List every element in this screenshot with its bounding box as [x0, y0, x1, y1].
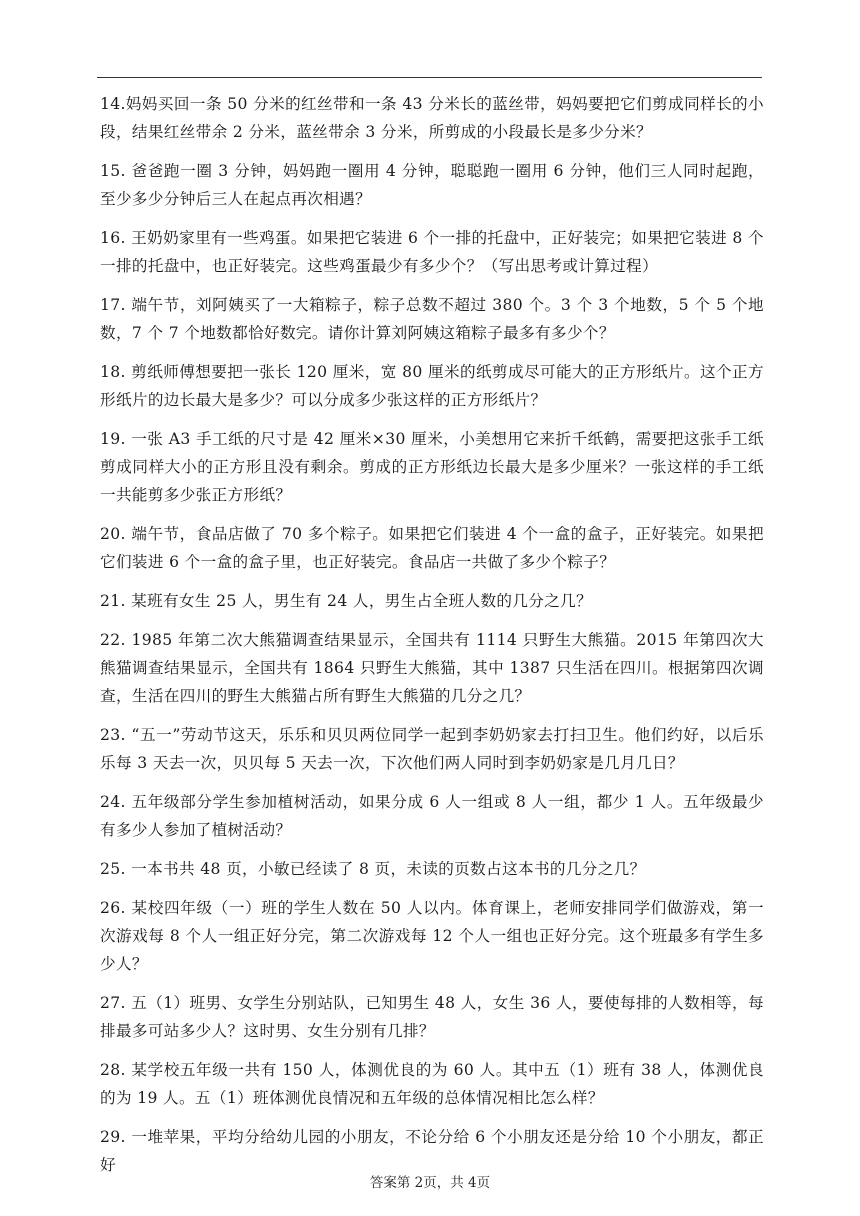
page-footer: 答案第 2页，共 4页: [369, 1175, 491, 1191]
question-18: 18. 剪纸师傅想要把一张长 120 厘米，宽 80 厘米的纸剪成尽可能大的正方形纸片。这个正方形纸片的边长最大是多少？可以分成多少张这样的正方形纸片？: [100, 363, 764, 409]
question-24: 24. 五年级部分学生参加植树活动，如果分成 6 人一组或 8 人一组，都少 1 人。五年级最少有多少人参加了植树活动？: [100, 793, 764, 839]
question-15: 15. 爸爸跑一圈 3 分钟，妈妈跑一圈用 4 分钟，聪聪跑一圈用 6 分钟，他们三人同时起跑，至少多少分钟后三人在起点再次相遇？: [100, 162, 764, 208]
question-19: 19. 一张 A3 手工纸的尺寸是 42 厘米×30 厘米，小美想用它来折千纸鹤，需要把这张手工纸剪成同样大小的正方形且没有剩余。剪成的正方形纸边长最大是多少厘米？一张这样的手工纸一共能剪多少张正方形纸？: [100, 430, 764, 504]
question-29: 29. 一堆苹果，平均分给幼儿园的小朋友，不论分给 6 个小朋友还是分给 10 个小朋友，都正好: [100, 1128, 764, 1174]
question-23: 23. “五一”劳动节这天，乐乐和贝贝两位同学一起到李奶奶家去打扫卫生。他们约好，以后乐乐每 3 天去一次，贝贝每 5 天去一次，下次他们两人同时到李奶奶家是几月几日？: [100, 726, 764, 772]
question-list: [100, 90, 764, 1190]
question-22: 22. 1985 年第二次大熊猫调查结果显示，全国共有 1114 只野生大熊猫。2015 年第四次大熊猫调查结果显示，全国共有 1864 只野生大熊猫，其中 1387 只生活在四川。根据第四次调查，生活在四川的野生大熊猫占所有野生大熊猫的几分之几？: [100, 631, 764, 705]
question-21: 21. 某班有女生 25 人，男生有 24 人，男生占全班人数的几分之几？: [100, 592, 593, 610]
question-26: 26. 某校四年级（一）班的学生人数在 50 人以内。体育课上，老师安排同学们做游戏，第一次游戏每 8 个人一组正好分完，第二次游戏每 12 个人一组也正好分完。这个班最多有学生多少人？: [100, 899, 764, 973]
question-28: 28. 某学校五年级一共有 150 人，体测优良的为 60 人。其中五（1）班有 38 人，体测优良的为 19 人。五（1）班体测优良情况和五年级的总体情况相比怎么样？: [100, 1061, 764, 1107]
question-16: 16. 王奶奶家里有一些鸡蛋。如果把它装进 6 个一排的托盘中，正好装完；如果把它装进 8 个一排的托盘中，也正好装完。这些鸡蛋最少有多少个？（写出思考或计算过程）: [100, 229, 764, 275]
header-rule: [97, 77, 762, 78]
question-20: 20. 端午节，食品店做了 70 多个粽子。如果把它们装进 4 个一盒的盒子，正好装完。如果把它们装进 6 个一盒的盒子里，也正好装完。食品店一共做了多少个粽子？: [100, 525, 764, 571]
question-17: 17. 端午节，刘阿姨买了一大箱粽子，粽子总数不超过 380 个。3 个 3 个地数，5 个 5 个地数，7 个 7 个地数都恰好数完。请你计算刘阿姨这箱粽子最多有多少个？: [100, 296, 764, 342]
question-14: 14.妈妈买回一条 50 分米的红丝带和一条 43 分米长的蓝丝带，妈妈要把它们剪成同样长的小段，结果红丝带余 2 分米，蓝丝带余 3 分米，所剪成的小段最长是多少分米？: [100, 95, 764, 141]
question-27: 27. 五（1）班男、女学生分别站队，已知男生 48 人，女生 36 人，要使每排的人数相等，每排最多可站多少人？这时男、女生分别有几排？: [100, 994, 764, 1040]
question-25: 25. 一本书共 48 页，小敏已经读了 8 页，未读的页数占这本书的几分之几？: [100, 860, 646, 878]
